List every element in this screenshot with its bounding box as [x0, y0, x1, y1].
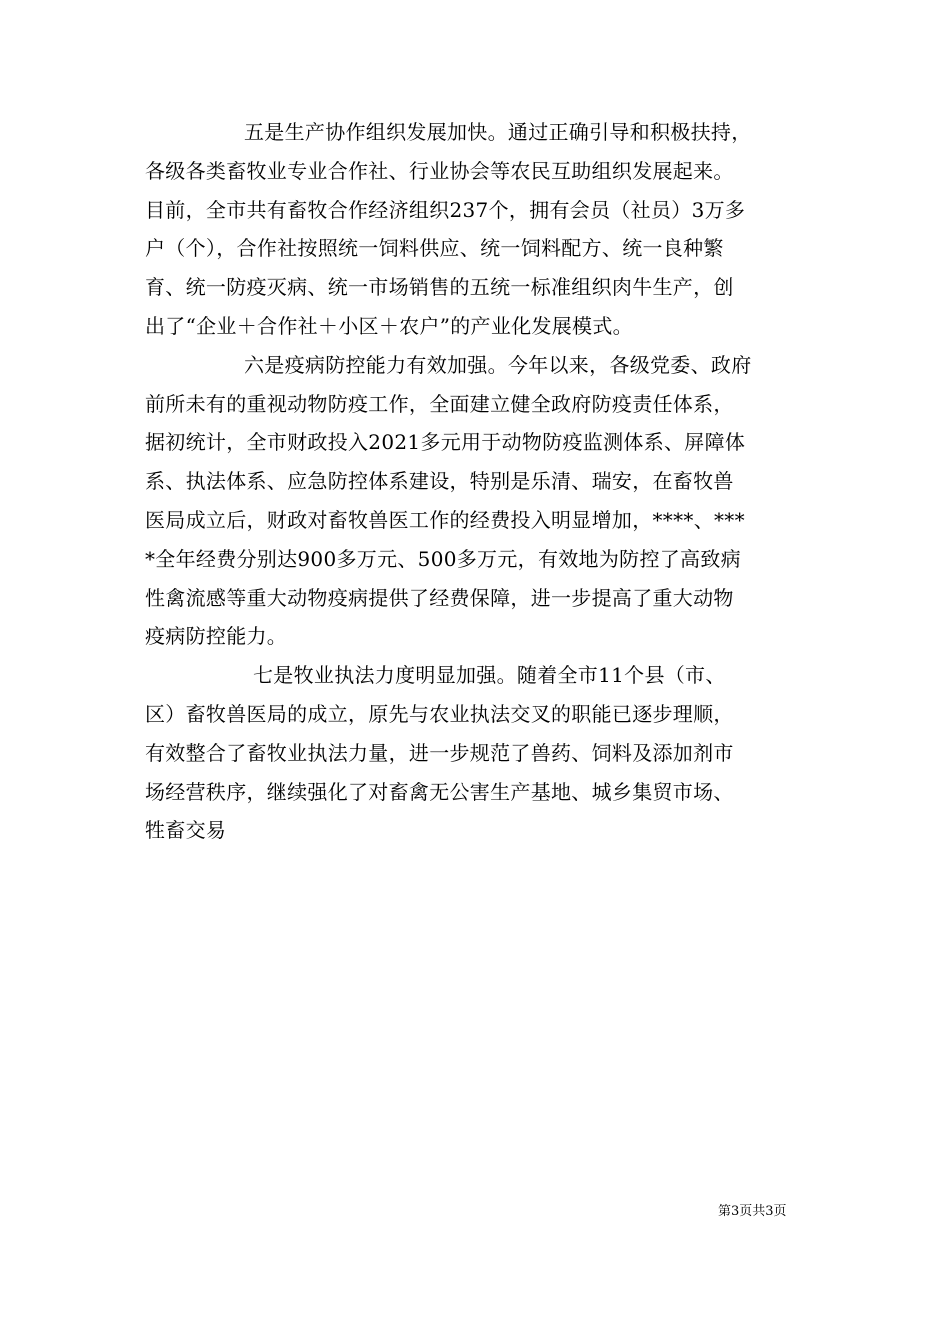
text-line: 育、统一防疫灭病、统一市场销售的五统一标准组织肉牛生产，创 [145, 275, 734, 300]
text-line: 据初统计，全市财政投入2021多元用于动物防疫监测体系、屏障体 [145, 430, 746, 455]
text-line: 有效整合了畜牧业执法力量，进一步规范了兽药、饲料及添加剂市 [145, 740, 734, 765]
text-line: 前所未有的重视动物防疫工作，全面建立健全政府防疫责任体系， [145, 391, 734, 416]
text-line: 区）畜牧兽医局的成立，原先与农业执法交叉的职能已逐步理顺， [145, 701, 734, 726]
text-line: 场经营秩序，继续强化了对畜禽无公害生产基地、城乡集贸市场、 [145, 779, 734, 804]
paragraph-5-production-cooperation [145, 113, 807, 346]
paragraph-6-disease-control [145, 346, 807, 656]
text-line: 出了“企业＋合作社＋小区＋农户”的产业化发展模式。 [145, 313, 633, 338]
text-line: 五是生产协作组织发展加快。通过正确引导和积极扶持， [244, 120, 752, 144]
text-line: 目前，全市共有畜牧合作经济组织237个，拥有会员（社员）3万多 [145, 197, 746, 222]
paragraph-7-law-enforcement [145, 656, 807, 850]
text-line: 六是疫病防控能力有效加强。今年以来，各级党委、政府 [244, 352, 752, 377]
text-line: 疫病防控能力。 [145, 624, 288, 649]
text-line: 户（个），合作社按照统一饲料供应、统一饲料配方、统一良种繁 [145, 236, 724, 261]
text-line: 性禽流感等重大动物疫病提供了经费保障，进一步提高了重大动物 [145, 585, 734, 610]
page-number-footer: 第3页共3页 [718, 1204, 787, 1219]
text-line: 系、执法体系、应急防控体系建设，特别是乐清、瑞安，在畜牧兽 [145, 469, 734, 494]
document-body [145, 113, 807, 850]
text-line: 牲畜交易 [145, 818, 227, 843]
text-line: 医局成立后，财政对畜牧兽医工作的经费投入明显增加，****、*** [145, 507, 745, 532]
text-line: 七是牧业执法力度明显加强。随着全市11个县（市、 [253, 663, 726, 688]
text-line: 各级各类畜牧业专业合作社、行业协会等农民互助组织发展起来。 [145, 158, 734, 183]
text-line: *全年经费分别达900多万元、500多万元，有效地为防控了高致病 [145, 546, 741, 571]
